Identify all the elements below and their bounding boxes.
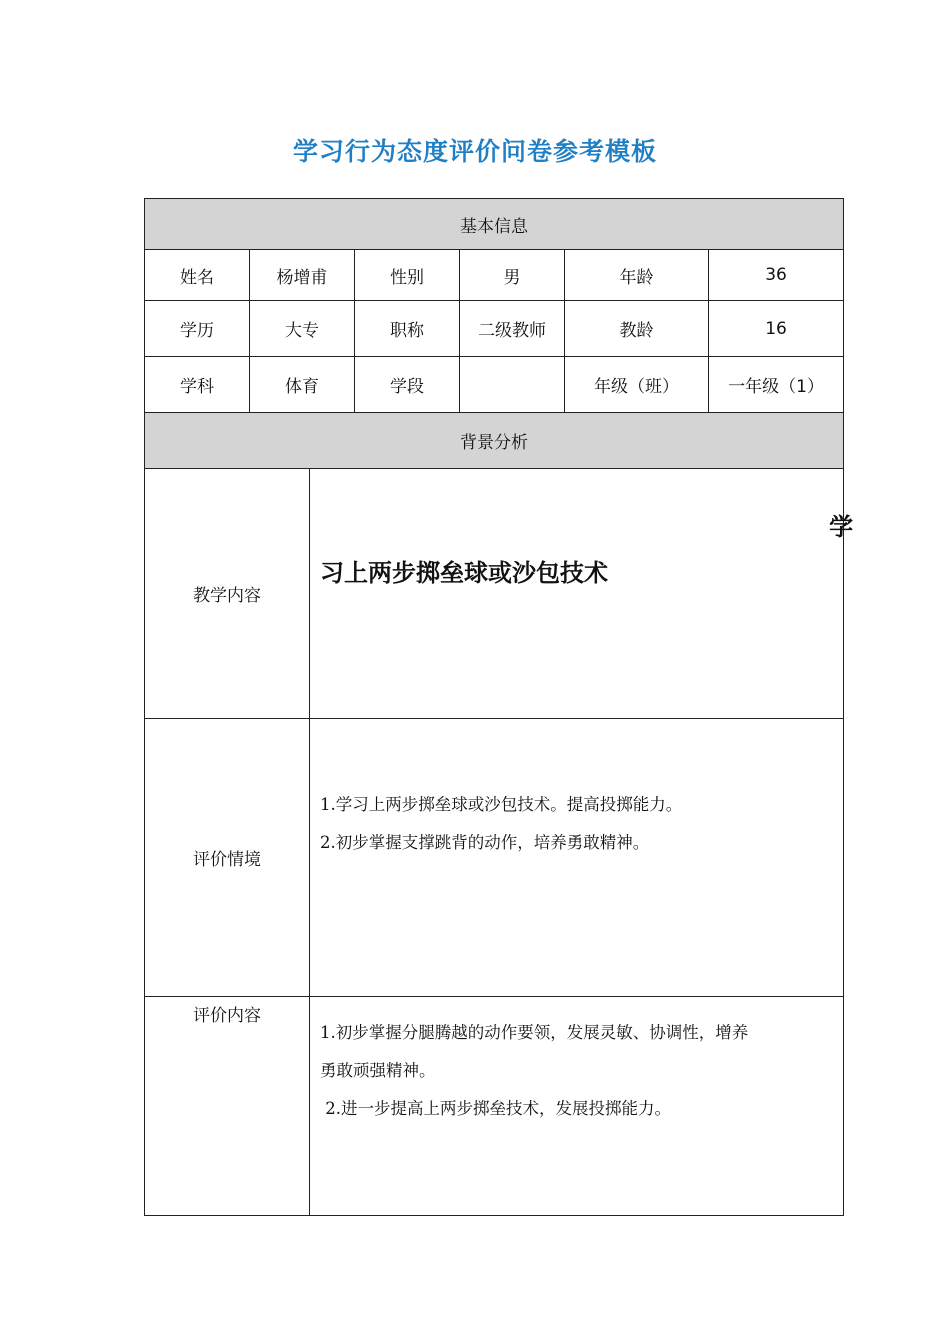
- teaching-content-label: 教学内容: [145, 469, 310, 719]
- education-value: 大专: [250, 301, 355, 357]
- background-header-row: [145, 413, 844, 469]
- name-label: 姓名: [145, 250, 250, 301]
- basic-info-header: 基本信息: [145, 199, 844, 250]
- job-title-value: 二级教师: [460, 301, 565, 357]
- evaluation-content-line-3: 2.进一步提高上两步掷垒技术，发展投掷能力。: [320, 1099, 671, 1118]
- education-label: 学历: [145, 301, 250, 357]
- teaching-content-cell: [310, 469, 854, 719]
- info-row-3: [145, 357, 844, 413]
- age-label: 年龄: [565, 250, 709, 301]
- grade-value: 一年级（1）: [709, 357, 844, 413]
- age-value: 36: [709, 250, 844, 301]
- info-row-1: [145, 250, 844, 301]
- stage-label: 学段: [355, 357, 460, 413]
- gender-label: 性别: [355, 250, 460, 301]
- info-row-2: [145, 301, 844, 357]
- evaluation-content-row: [145, 997, 844, 1216]
- subject-value: 体育: [250, 357, 355, 413]
- evaluation-context-line-2: 2.初步掌握支撑跳背的动作，培养勇敢精神。: [320, 833, 650, 852]
- evaluation-context-line-1: 1.学习上两步掷垒球或沙包技术。提高投掷能力。: [320, 795, 683, 814]
- gender-value: 男: [460, 250, 565, 301]
- stage-value: [460, 357, 565, 413]
- evaluation-context-row: [145, 719, 844, 997]
- evaluation-content-cell: [310, 997, 844, 1216]
- evaluation-form-table: [144, 198, 854, 1216]
- teaching-content-text-tail: 学: [829, 512, 854, 541]
- job-title-label: 职称: [355, 301, 460, 357]
- background-header: 背景分析: [145, 413, 844, 469]
- teaching-content-row: [145, 469, 844, 719]
- evaluation-context-cell: [310, 719, 844, 997]
- evaluation-content-label: 评价内容: [145, 997, 310, 1216]
- evaluation-context-label: 评价情境: [145, 719, 310, 997]
- teaching-years-value: 16: [709, 301, 844, 357]
- grade-label: 年级（班）: [565, 357, 709, 413]
- subject-label: 学科: [145, 357, 250, 413]
- page-title: 学习行为态度评价问卷参考模板: [292, 137, 657, 166]
- teaching-years-label: 教龄: [565, 301, 709, 357]
- evaluation-content-line-1: 1.初步掌握分腿腾越的动作要领，发展灵敏、协调性，增养: [320, 1023, 749, 1042]
- name-value: 杨增甫: [250, 250, 355, 301]
- teaching-content-text: 习上两步掷垒球或沙包技术: [320, 558, 608, 587]
- evaluation-content-line-2: 勇敢顽强精神。: [320, 1061, 436, 1080]
- basic-info-header-row: [145, 199, 844, 250]
